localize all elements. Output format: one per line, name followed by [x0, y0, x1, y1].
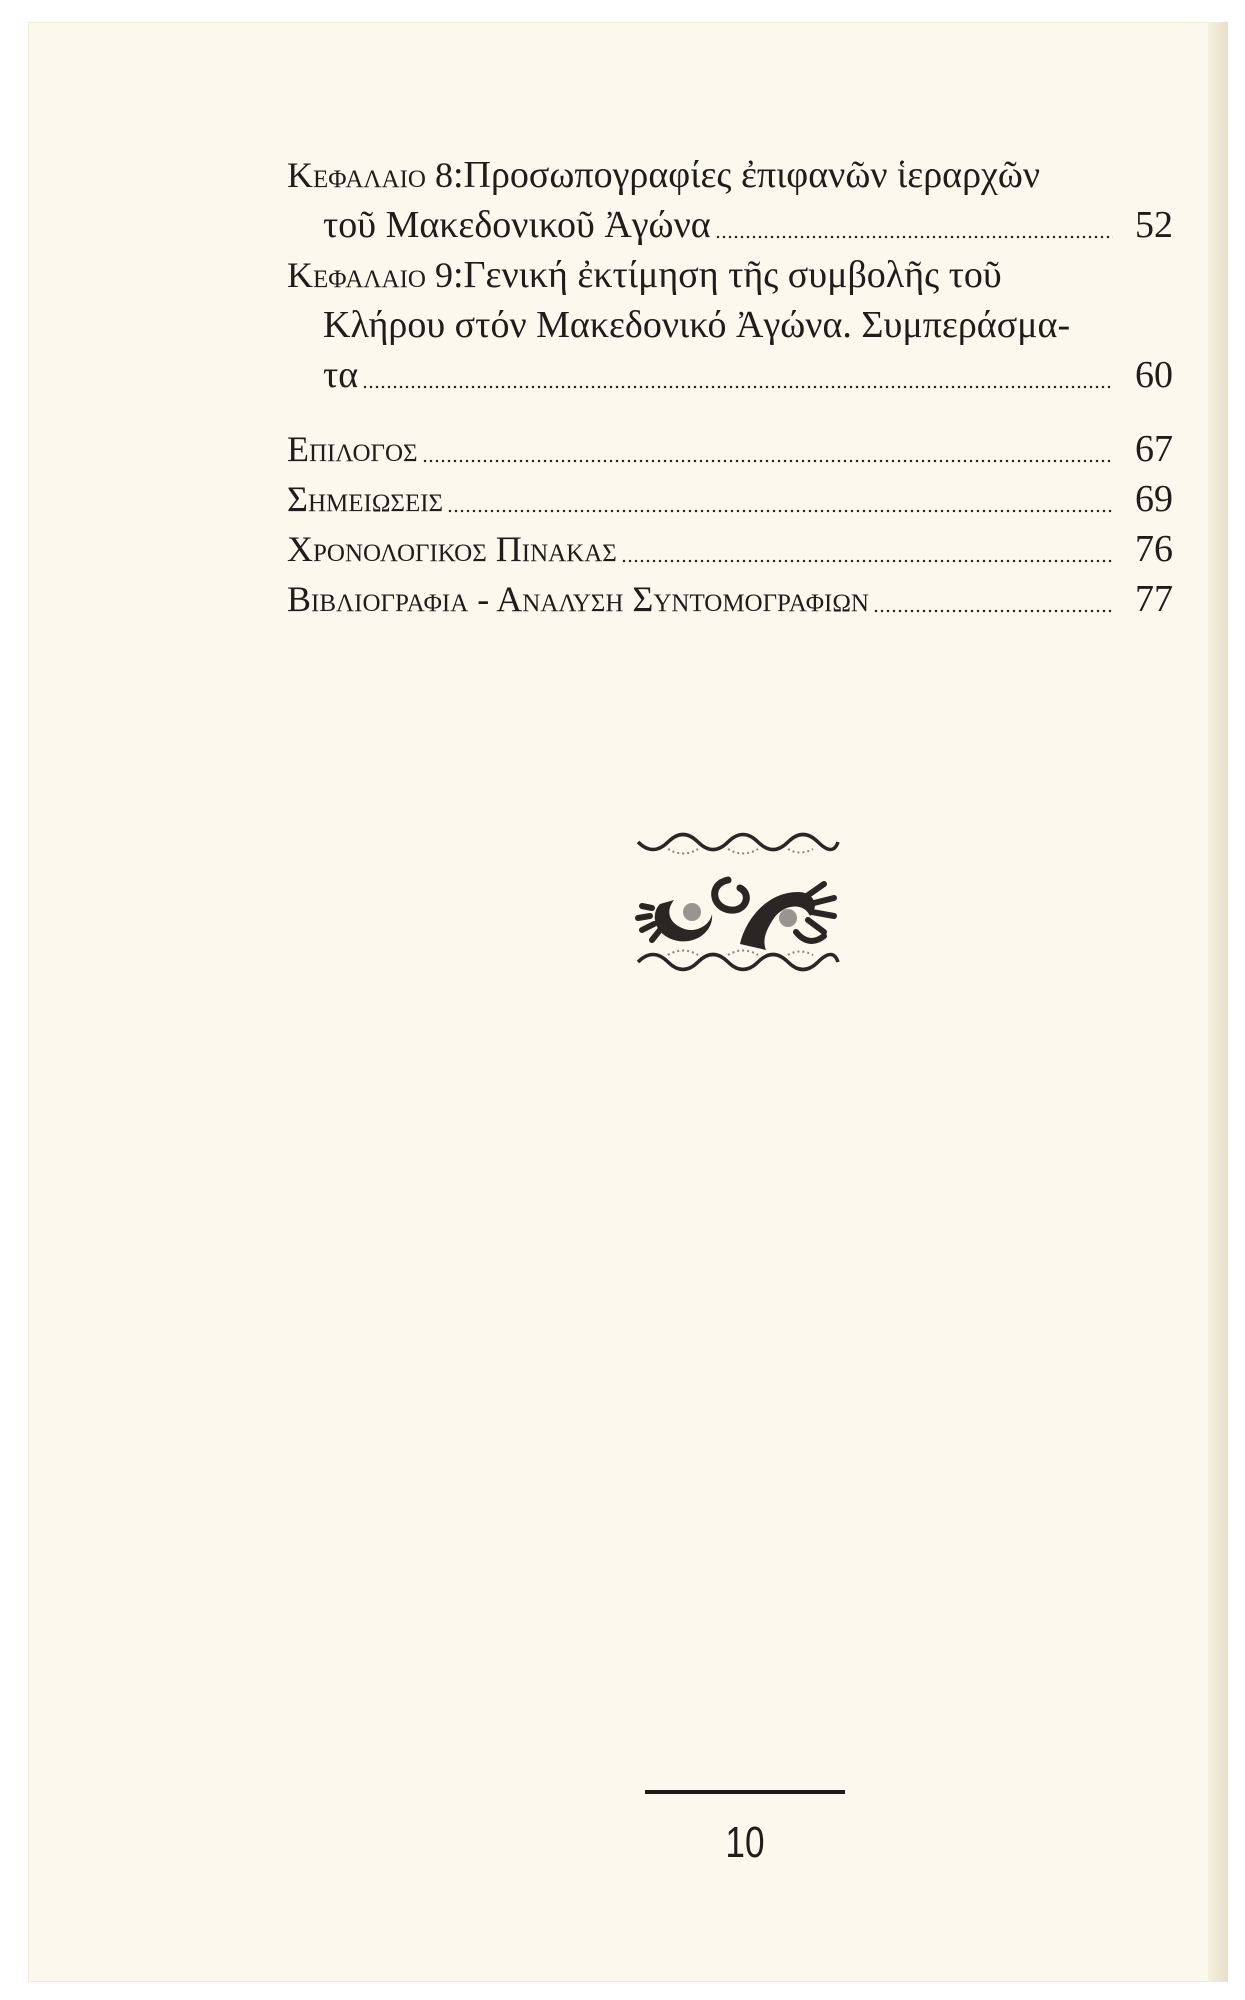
dot-leader: [873, 586, 1113, 614]
footer-rule: [645, 1790, 845, 1794]
dot-leader: [422, 436, 1113, 464]
chronology-title: Χρονολογικος Πινακας: [287, 529, 617, 569]
dot-leader: [621, 536, 1113, 564]
dot-leader: [715, 212, 1113, 240]
greek-wave-ornament-icon: [628, 822, 848, 982]
page-number: 10: [725, 1818, 765, 1867]
chapter-9-title-line-2: Κλήρου στόν Μακεδονικό Ἀγώνα. Συμπεράσμα-: [323, 304, 1071, 346]
toc-entry-chapter-8: [287, 150, 1173, 250]
chapter-9-title-line-3: τα: [323, 354, 359, 396]
toc-entry-chapter-9: [287, 250, 1173, 400]
epilogue-page-number: 67: [1135, 428, 1173, 470]
bibliography-title: Βιβλιογραφια - Αναλυση Συντομογραφιων: [287, 579, 869, 619]
chapter-9-separator: :: [452, 254, 464, 296]
chapter-9-label: Κεφαλαιο 9: [287, 255, 453, 295]
chapter-8-title-line-2: τοῦ Μακεδονικοῦ Ἀγώνα: [323, 204, 711, 246]
chapter-9-title-line-1: Γενική ἐκτίμηση τῆς συμβολῆς τοῦ: [463, 254, 1002, 296]
chapter-8-title-line-1: Προσωπογραφίες ἐπιφανῶν ἱεραρχῶν: [463, 154, 1041, 196]
dot-leader: [447, 486, 1113, 514]
chronology-page-number: 76: [1135, 528, 1173, 570]
chapter-8-page-number: 52: [1135, 204, 1173, 246]
table-of-contents: [287, 150, 1173, 624]
toc-entry-notes: [287, 474, 1173, 524]
toc-entry-bibliography: [287, 574, 1173, 624]
section-gap: [287, 400, 1173, 424]
toc-entry-chronology: [287, 524, 1173, 574]
toc-entry-epilogue: [287, 424, 1173, 474]
book-page: [28, 22, 1228, 1982]
notes-title: Σημειωσεις: [287, 479, 444, 519]
chapter-8-separator: :: [452, 154, 464, 196]
epilogue-title: Επιλογος: [287, 429, 418, 469]
chapter-8-label: Κεφαλαιο 8: [287, 155, 453, 195]
bibliography-page-number: 77: [1135, 578, 1173, 620]
page-edge: [1208, 22, 1228, 1982]
dot-leader: [362, 362, 1113, 390]
chapter-9-page-number: 60: [1135, 354, 1173, 396]
notes-page-number: 69: [1135, 478, 1173, 520]
